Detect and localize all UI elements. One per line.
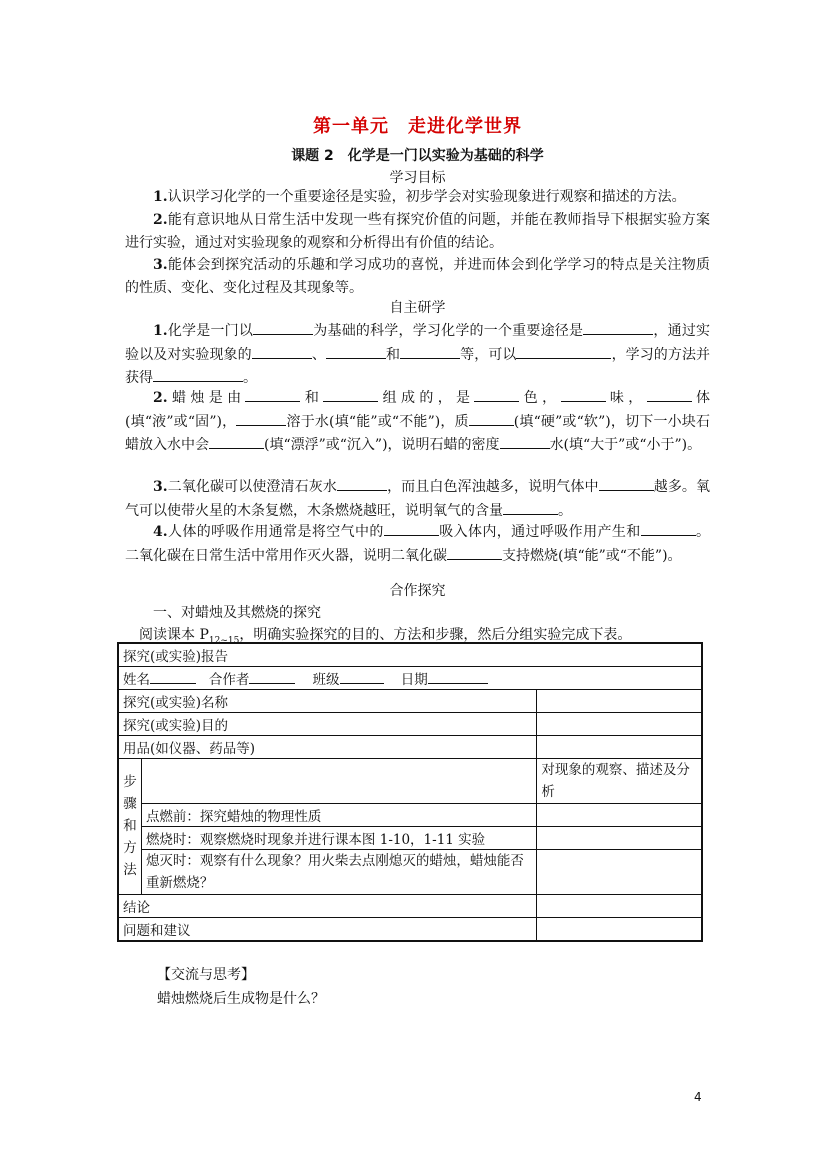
blank[interactable] (474, 386, 519, 402)
discussion-question: 蜡烛燃烧后生成物是什么？ (157, 991, 325, 1007)
class-blank[interactable] (340, 668, 384, 684)
blank[interactable] (516, 343, 611, 359)
self-study-q4: 4.人体的呼吸作用通常是将空气中的 吸入体内，通过呼吸作用产生和 。二氧化碳在日常生活中常用作灭火器，说明二氧化碳 支持燃烧(填“能”或“不能”)。 (125, 520, 710, 567)
blank[interactable] (337, 475, 387, 491)
self-study-q1: 1.化学是一门以 为基础的科学，学习化学的一个重要途径是 ，通过实验以及对实验现象的 、 和 等，可以 ，学习的方法并获得 。 (125, 319, 710, 390)
steps-header-empty (141, 759, 536, 804)
self-study-q3: 3.二氧化碳可以使澄清石灰水 ，而且白色浑浊越多，说明气体中 越多。氧气可以使带火星的木条复燃，木条燃烧越旺，说明氧气的含量 。 (125, 475, 710, 522)
report-title: 探究(或实验)报告 (118, 643, 702, 667)
cooperate-instruction: 阅读课本 $P_{12\sim 15}$，明确实验探究的目的、方法和步骤，然后分组实验完成下表。 (139, 627, 632, 646)
step-before-lighting: 点燃前：探究蜡烛的物理性质 (141, 804, 536, 827)
unit-title: 第一单元 走进化学世界 (313, 116, 522, 137)
step-burning: 燃烧时：观察燃烧时现象并进行课本图 1-10，1-11 实验 (141, 827, 536, 850)
blank[interactable] (253, 319, 313, 335)
blank[interactable] (384, 520, 439, 536)
cell-supplies-answer[interactable] (537, 736, 702, 759)
cell-name-answer[interactable] (537, 690, 702, 713)
cooperate-subheading: 一、对蜡烛及其燃烧的探究 (153, 605, 321, 621)
blank[interactable] (245, 386, 300, 402)
blank[interactable] (447, 544, 502, 560)
cell-step2-answer[interactable] (537, 827, 702, 850)
blank[interactable] (641, 520, 696, 536)
objectives-heading: 学习目标 (389, 170, 446, 186)
page-number: 4 (694, 1090, 702, 1104)
row-questions: 问题和建议 (118, 918, 537, 942)
partner-blank[interactable] (249, 668, 295, 684)
blank[interactable] (469, 410, 514, 426)
row-conclusion: 结论 (118, 895, 537, 918)
report-info-row: 姓名 合作者 班级 日期 (118, 667, 702, 690)
name-blank[interactable] (150, 668, 196, 684)
steps-label: 步骤和方法 (118, 759, 141, 895)
cell-step3-answer[interactable] (537, 850, 702, 895)
cell-step1-answer[interactable] (537, 804, 702, 827)
blank[interactable] (503, 499, 558, 515)
objective-1: 1.认识学习化学的一个重要途径是实验，初步学会对实验现象进行观察和描述的方法。 (153, 189, 686, 205)
blank[interactable] (599, 475, 654, 491)
blank[interactable] (323, 386, 378, 402)
blank[interactable] (500, 433, 550, 449)
objective-2: 2.能有意识地从日常生活中发现一些有探究价值的问题，并能在教师指导下根据实验方案进行实验，通过对实验现象的观察和分析得出有价值的结论。 (125, 212, 710, 251)
cooperate-heading: 合作探究 (389, 583, 446, 599)
discussion-heading: 【交流与思考】 (157, 967, 255, 983)
observe-header: 对现象的观察、描述及分析 (537, 759, 702, 804)
blank[interactable] (209, 433, 264, 449)
blank[interactable] (252, 343, 312, 359)
objective-3: 3.能体会到探究活动的乐趣和学习成功的喜悦，并进而体会到化学学习的特点是关注物质的性质、变化、变化过程及其现象等。 (125, 257, 710, 296)
blank[interactable] (583, 319, 653, 335)
blank[interactable] (236, 410, 286, 426)
date-blank[interactable] (428, 668, 488, 684)
row-supplies: 用品(如仪器、药品等) (118, 736, 537, 759)
self-study-heading: 自主研学 (389, 300, 446, 316)
experiment-report-table (117, 642, 703, 942)
cell-purpose-answer[interactable] (537, 713, 702, 736)
step-extinguish: 熄灭时：观察有什么现象？用火柴去点刚熄灭的蜡烛，蜡烛能否重新燃烧？ (141, 850, 536, 895)
row-purpose: 探究(或实验)目的 (118, 713, 537, 736)
blank[interactable] (326, 343, 386, 359)
blank[interactable] (153, 366, 243, 382)
row-name: 探究(或实验)名称 (118, 690, 537, 713)
cell-questions-answer[interactable] (537, 918, 702, 942)
blank[interactable] (561, 386, 606, 402)
cell-conclusion-answer[interactable] (537, 895, 702, 918)
self-study-q2: 2.蜡烛是由 和 组成的，是 色， 味， 体(填“液”或“固”)， 溶于水(填“能”或“不能”)，质 (填“硬”或“软”)，切下一小块石蜡放入水中会 (填“漂浮”或“沉入”)，说明石蜡的密度 水(填“大于”或“小于”)。 (125, 386, 710, 457)
blank[interactable] (400, 343, 460, 359)
blank[interactable] (647, 386, 692, 402)
lesson-title: 课题 2 化学是一门以实验为基础的科学 (291, 148, 544, 164)
